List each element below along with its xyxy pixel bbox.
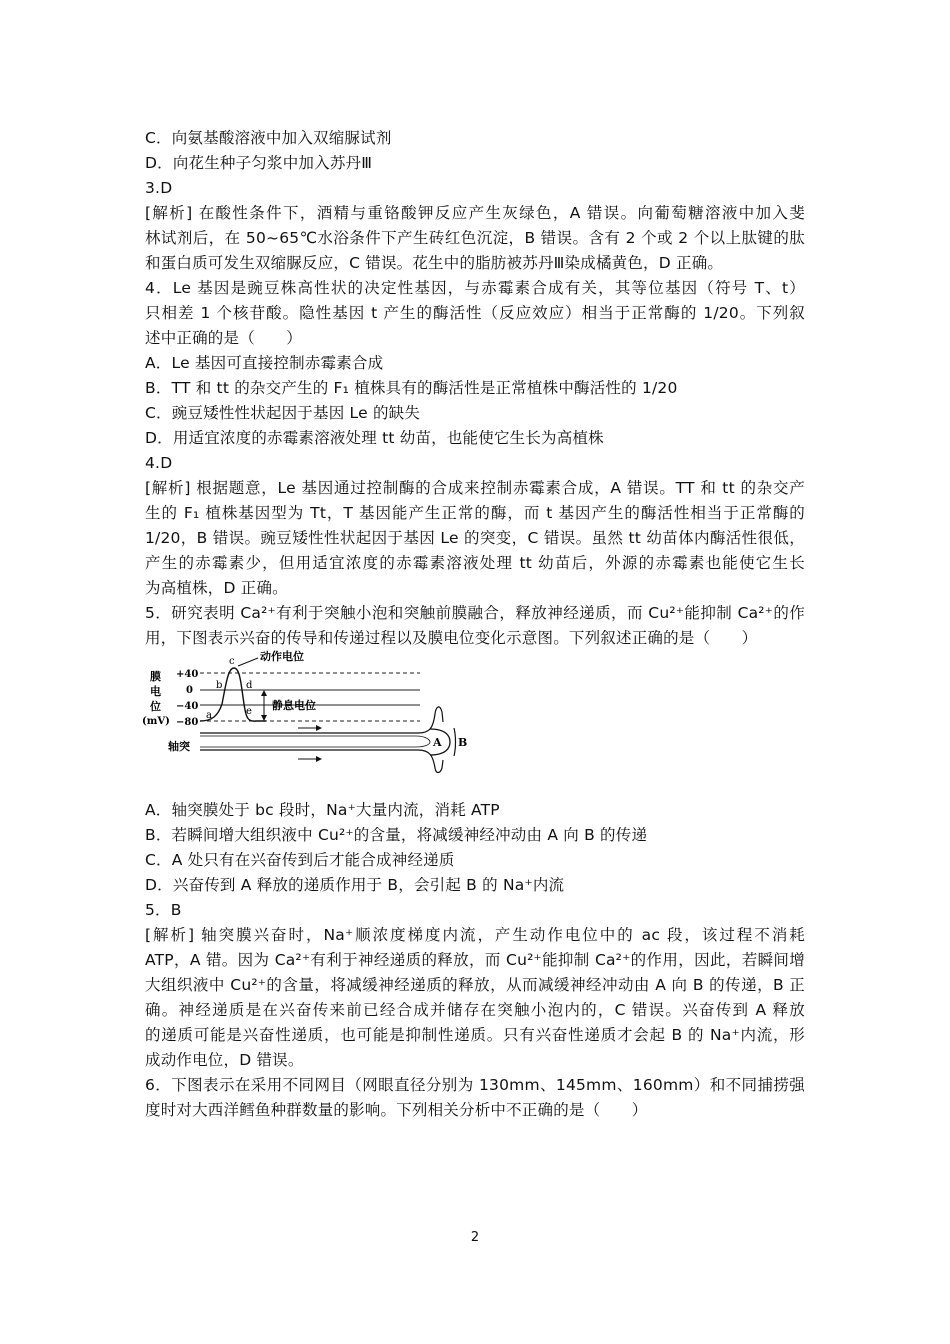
arrow-right-icon [316, 725, 322, 731]
question-5-line1: 5．研究表明 Ca²⁺有利于突触小泡和突触前膜融合，释放神经递质，而 Cu²⁺能抑制 Ca²⁺的作 [145, 604, 805, 622]
analysis-q4-line3: 1/20，B 错误。豌豆矮性性状起因于基因 Le 的突变，C 错误。虽然 tt 幼苗体内酶活性很低， [145, 529, 805, 547]
point-label-b: b [216, 680, 223, 691]
postsynaptic-label-b: B [458, 736, 468, 749]
option-c-q5: C．A 处只有在兴奋传到后才能合成神经递质 [145, 851, 455, 869]
terminal-label-a: A [433, 736, 442, 749]
option-d-q5: D．兴奋传到 A 释放的递质作用于 B，会引起 B 的 Na⁺内流 [145, 876, 565, 894]
question-5-line2: 用，下图表示兴奋的传导和传递过程以及膜电位变化示意图。下列叙述正确的是（ ） [145, 629, 758, 647]
analysis-q5-line2: ATP，A 错。因为 Ca²⁺有利于神经递质的释放，而 Cu²⁺能抑制 Ca²⁺的作用，因此，若瞬间增 [145, 951, 805, 969]
analysis-q5-line4: 确。神经递质是在兴奋传来前已经合成并储存在突触小泡内的，C 错误。兴奋传到 A 释放 [145, 1001, 805, 1019]
analysis-q5-line5: 的递质可能是兴奋性递质，也可能是抑制性递质。只有兴奋性递质才会起 B 的 Na⁺内流，形 [145, 1026, 805, 1044]
ylabel-char: 膜 [150, 670, 161, 683]
tick-label: −80 [176, 717, 199, 728]
question-4-line2: 只相差 1 个核苷酸。隐性基因 t 产生的酶活性（反应效应）相当于正常酶的 1/20。下列叙 [145, 304, 805, 322]
point-label-c: c [229, 656, 235, 667]
question-6-line2: 度时对大西洋鳕鱼种群数量的影响。下列相关分析中不正确的是（ ） [145, 1101, 648, 1119]
analysis-q4-line4: 产生的赤霉素少，但用适宜浓度的赤霉素溶液处理 tt 幼苗后，外源的赤霉素也能使它生长 [145, 554, 805, 572]
tick-label: −40 [176, 701, 199, 712]
arrow-right-icon [316, 756, 322, 762]
arrow-head-up-icon [261, 690, 267, 696]
analysis-q5-line1: [解析] 轴突膜兴奋时，Na⁺顺浓度梯度内流，产生动作电位中的 ac 段，该过程不消耗 [145, 926, 805, 944]
axon-membrane-bottom [200, 750, 443, 773]
ylabel-char: 电 [150, 685, 161, 698]
postsynaptic-membrane [454, 728, 456, 756]
analysis-q3-line2: 林试剂后，在 50~65℃水浴条件下产生砖红色沉淀，B 错误。含有 2 个或 2 个以上肽键的肽 [145, 229, 805, 247]
analysis-q4-line1: [解析] 根据题意，Le 基因通过控制酶的合成来控制赤霉素合成，A 错误。TT 和 tt 的杂交产 [145, 479, 805, 497]
point-label-a: a [206, 710, 212, 721]
analysis-q5-line6: 成动作电位，D 错误。 [145, 1051, 304, 1069]
ylabel-unit: (mV) [142, 716, 170, 727]
question-4-line3: 述中正确的是（ ） [145, 329, 303, 347]
analysis-q3-line3: 和蛋白质可发生双缩脲反应，C 错误。花生中的脂肪被苏丹Ⅲ染成橘黄色，D 正确。 [145, 254, 724, 272]
axon-membrane-inner [200, 736, 430, 747]
analysis-q4-line2: 生的 F₁ 植株基因型为 Tt，T 基因能产生正常的酶，而 t 基因产生的酶活性相当于正常酶的 [145, 504, 805, 522]
tick-label: 0 [186, 685, 193, 696]
option-c-q4: C．豌豆矮性性状起因于基因 Le 的缺失 [145, 404, 421, 422]
answer-q4: 4.D [145, 454, 173, 472]
option-d-q3: D．向花生种子匀浆中加入苏丹Ⅲ [145, 154, 373, 172]
axon-label: 轴突 [168, 740, 190, 753]
point-label-e: e [246, 706, 252, 717]
option-a-q4: A．Le 基因可直接控制赤霉素合成 [145, 354, 384, 372]
answer-q3: 3.D [145, 179, 173, 197]
option-a-q5: A．轴突膜处于 bc 段时，Na⁺大量内流，消耗 ATP [145, 801, 500, 819]
membrane-potential-figure [140, 644, 480, 774]
point-label-d: d [246, 680, 253, 691]
question-6-line1: 6．下图表示在采用不同网目（网眼直径分别为 130mm、145mm、160mm）和不同捕捞强 [145, 1076, 805, 1094]
option-d-q4: D．用适宜浓度的赤霉素溶液处理 tt 幼苗，也能使它生长为高植株 [145, 429, 604, 447]
arrow-head-down-icon [261, 715, 267, 721]
tick-label: +40 [176, 669, 199, 680]
axon-membrane-top [200, 707, 443, 733]
analysis-q4-line5: 为高植株，D 正确。 [145, 579, 288, 597]
analysis-q3-line1: [解析] 在酸性条件下，酒精与重铬酸钾反应产生灰绿色，A 错误。向葡萄糖溶液中加入斐 [145, 204, 805, 222]
option-b-q4: B．TT 和 tt 的杂交产生的 F₁ 植株具有的酶活性是正常植株中酶活性的 1/20 [145, 379, 678, 397]
page-number: 2 [470, 1230, 480, 1245]
analysis-q5-line3: 大组织液中 Cu²⁺的含量，将减缓神经递质的释放，从而减缓神经冲动由 A 向 B 的传递，B 正 [145, 976, 805, 994]
resting-potential-label: 静息电位 [272, 699, 316, 712]
question-4-line1: 4．Le 基因是豌豆株高性状的决定性基因，与赤霉素合成有关，其等位基因（符号 T、t） [145, 279, 805, 297]
ylabel-char: 位 [150, 700, 161, 713]
answer-q5: 5．B [145, 901, 182, 919]
option-b-q5: B．若瞬间增大组织液中 Cu²⁺的含量，将减缓神经冲动由 A 向 B 的传递 [145, 826, 648, 844]
option-c-q3: C．向氨基酸溶液中加入双缩脲试剂 [145, 129, 392, 147]
axon-diagram [140, 644, 480, 774]
action-potential-label: 动作电位 [260, 650, 304, 663]
action-potential-pointer [238, 658, 258, 666]
